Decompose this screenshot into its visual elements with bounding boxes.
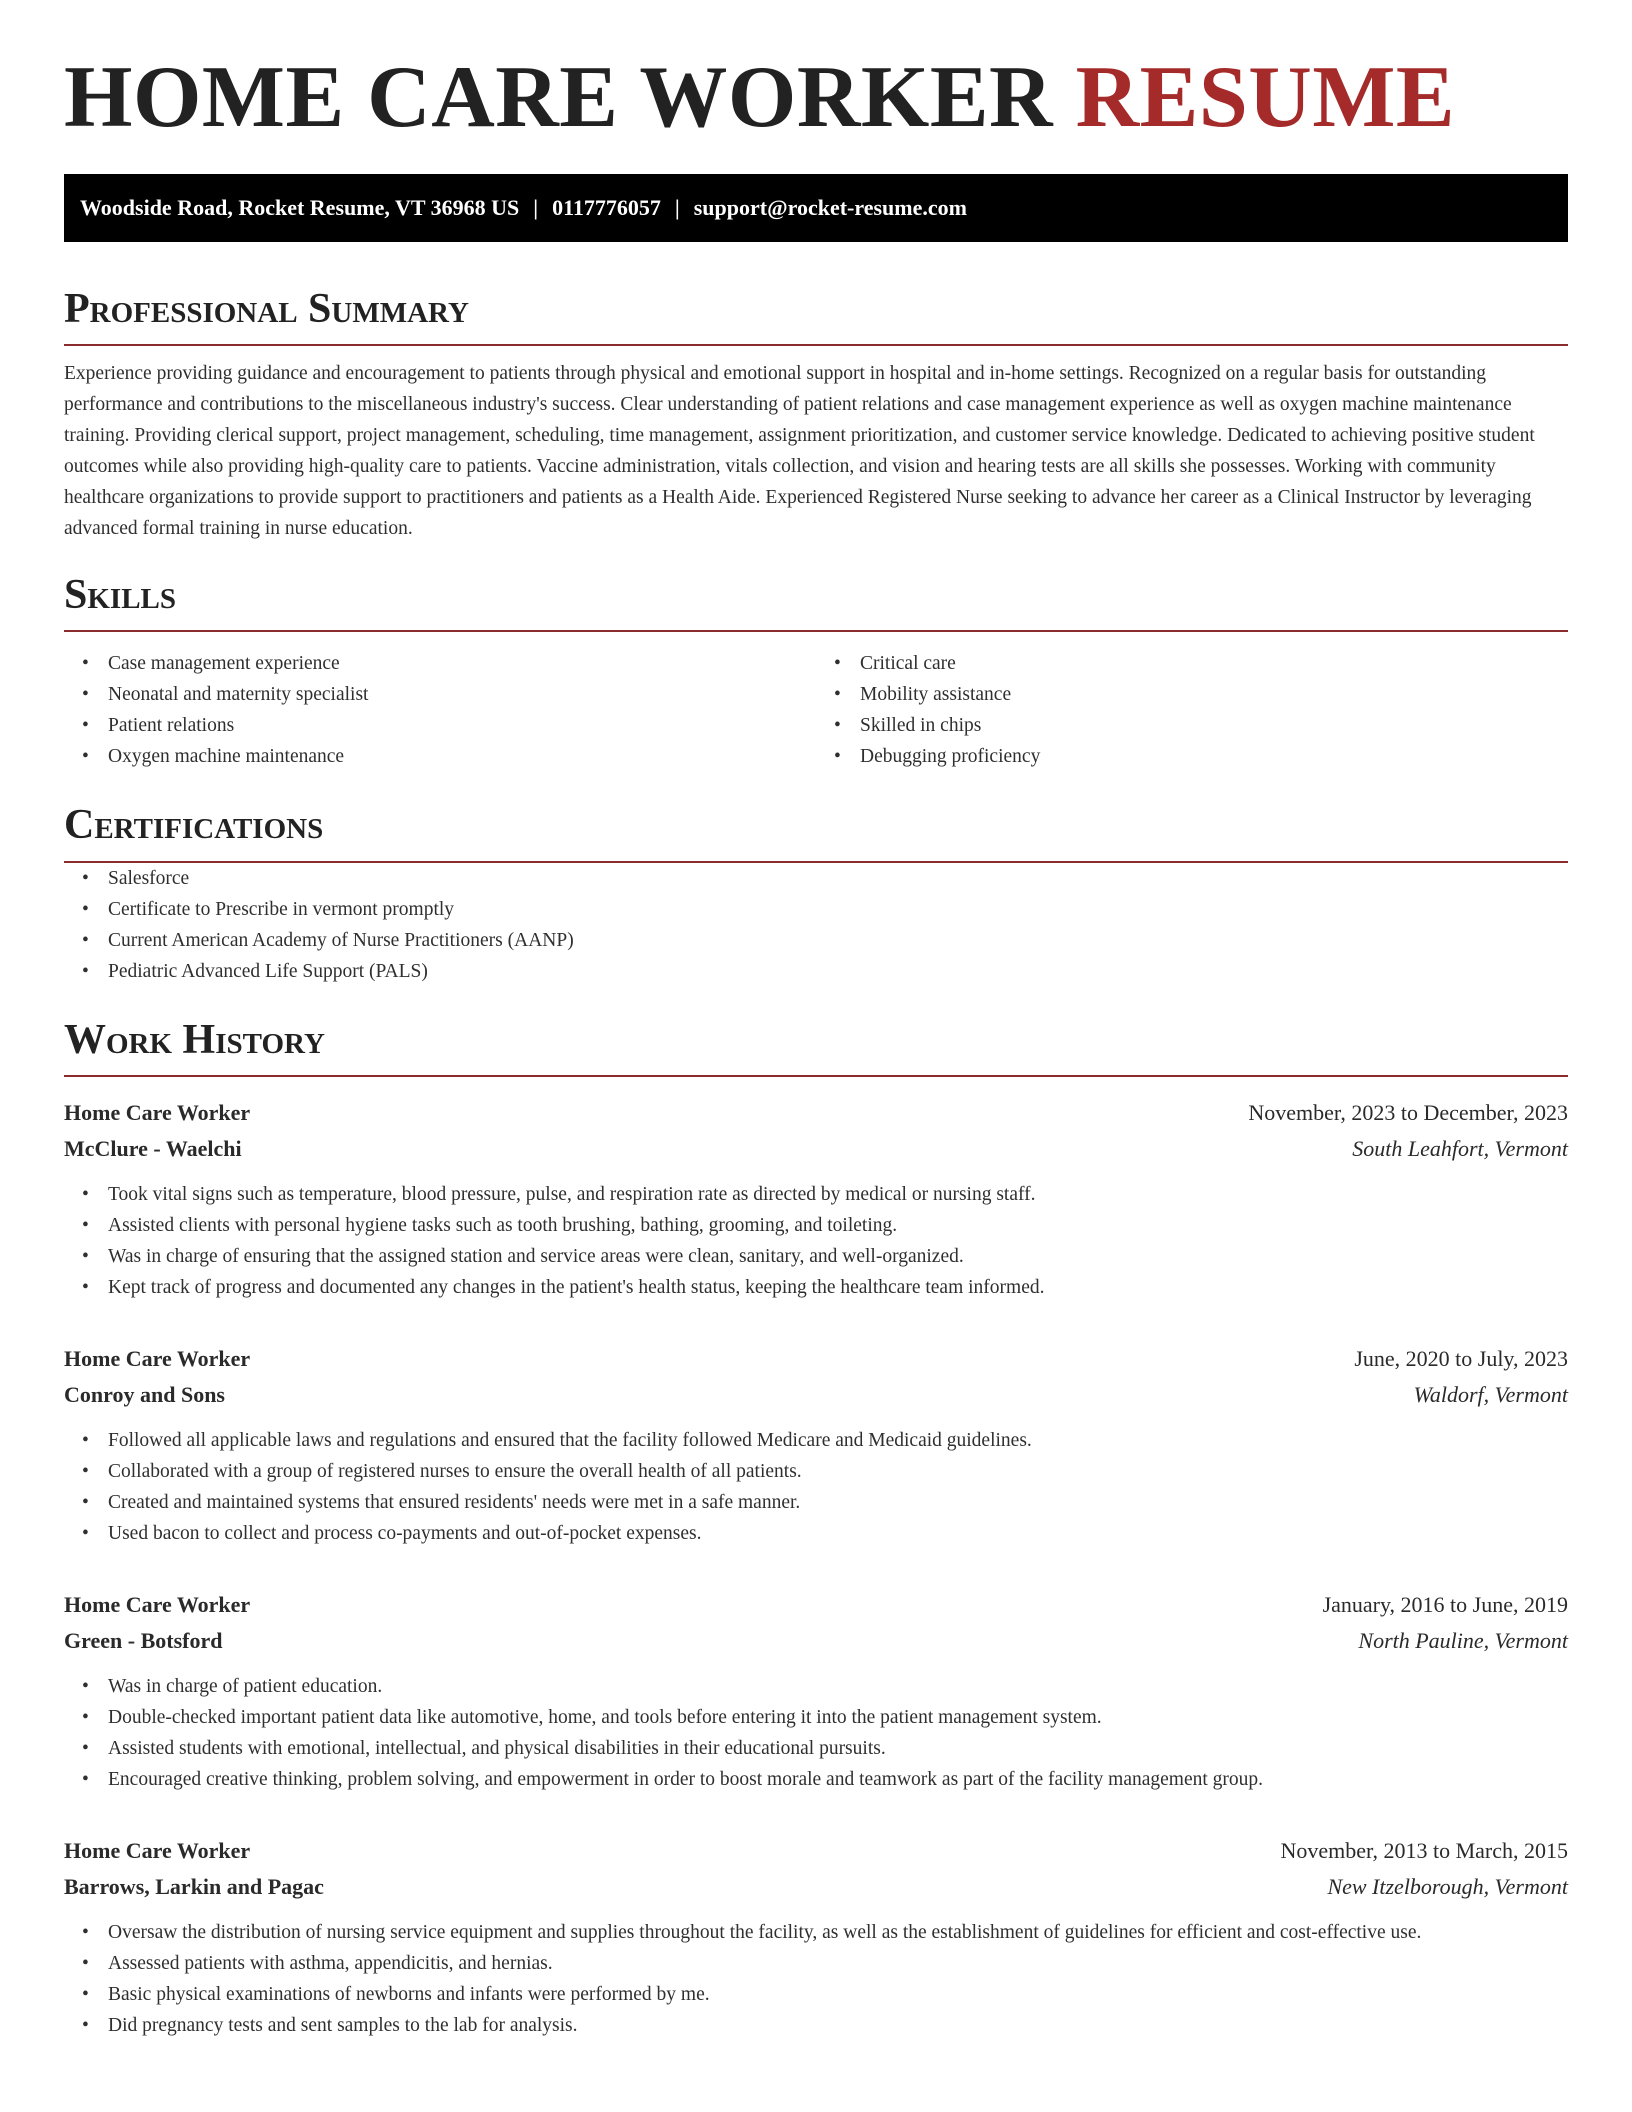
section-heading: Work History	[64, 1017, 1568, 1077]
job-duties-list	[64, 1917, 1568, 2041]
contact-phone: 0117776057	[552, 195, 661, 220]
job-duty-item: • Kept track of progress and documented any changes in the patient's health status, keeping the healthcare team informed.	[108, 1272, 1568, 1303]
job-duty-item: • Assessed patients with asthma, appendicitis, and hernias.	[108, 1948, 1568, 1979]
skill-item: • Critical care	[860, 648, 1568, 679]
job-header-row	[64, 1833, 1568, 1869]
job-company: McClure - Waelchi	[64, 1135, 242, 1161]
certification-item: • Salesforce	[108, 863, 1568, 894]
skill-item: • Skilled in chips	[860, 710, 1568, 741]
summary-text: Experience providing guidance and encouragement to patients through physical and emotional support in hospital and in-home settings. Recognized on a regular basis for outstanding performance and contributions to the miscellaneous industry's success. Clear understanding of patient relations and case management experience as well as oxygen machine maintenance training. Providing clerical support, project management, scheduling, time management, assignment prioritization, and customer service knowledge. Dedicated to achieving positive student outcomes while also providing high-quality care to patients. Vaccine administration, vitals collection, and vision and hearing tests are all skills she possesses. Working with community healthcare organizations to provide support to practitioners and patients as a Health Aide. Experienced Registered Nurse seeking to advance her career as a Clinical Instructor by leveraging advanced formal training in nurse education.	[64, 363, 1535, 540]
job-company-row	[64, 1869, 1568, 1905]
job-location: New Itzelborough, Vermont	[1327, 1873, 1568, 1899]
job-header-row	[64, 1341, 1568, 1377]
certifications-list	[64, 863, 1568, 987]
job-duty-item: • Collaborated with a group of registered nurses to ensure the overall health of all patients.	[108, 1456, 1568, 1487]
professional-summary-section	[64, 286, 1568, 544]
job-duty-item: • Took vital signs such as temperature, blood pressure, pulse, and respiration rate as directed by medical or nursing staff.	[108, 1179, 1568, 1210]
job-duty-item: • Was in charge of ensuring that the assigned station and service areas were clean, sanitary, and well-organized.	[108, 1241, 1568, 1272]
job-dates: January, 2016 to June, 2019	[1322, 1591, 1568, 1617]
certification-item: • Certificate to Prescribe in vermont promptly	[108, 894, 1568, 925]
job-duty-item: • Did pregnancy tests and sent samples to the lab for analysis.	[108, 2010, 1568, 2041]
job-company-row	[64, 1623, 1568, 1659]
certifications-section	[64, 802, 1568, 986]
job-location: Waldorf, Vermont	[1413, 1381, 1568, 1407]
job-title: Home Care Worker	[64, 1099, 251, 1125]
job-duty-item: • Basic physical examinations of newborns and infants were performed by me.	[108, 1979, 1568, 2010]
job-company: Conroy and Sons	[64, 1381, 225, 1407]
job-duty-item: • Oversaw the distribution of nursing service equipment and supplies throughout the facility, as well as the establishment of guidelines for efficient and cost-effective use.	[108, 1917, 1568, 1948]
skills-columns	[64, 648, 1568, 772]
skills-section	[64, 572, 1568, 772]
skills-list-right	[816, 648, 1568, 772]
job-duty-item: • Used bacon to collect and process co-payments and out-of-pocket expenses.	[108, 1518, 1568, 1549]
contact-email: support@rocket-resume.com	[693, 195, 967, 220]
certification-item: • Pediatric Advanced Life Support (PALS)	[108, 956, 1568, 987]
contact-address: Woodside Road, Rocket Resume, VT 36968 US	[80, 195, 520, 220]
job-company: Green - Botsford	[64, 1627, 223, 1653]
job-duty-item: • Assisted students with emotional, intellectual, and physical disabilities in their educational pursuits.	[108, 1733, 1568, 1764]
job-title: Home Care Worker	[64, 1345, 251, 1371]
job-entry	[64, 1095, 1568, 1303]
job-duty-item: • Was in charge of patient education.	[108, 1671, 1568, 1702]
job-duty-item: • Created and maintained systems that ensured residents' needs were met in a safe manner.	[108, 1487, 1568, 1518]
job-entry	[64, 1833, 1568, 2041]
job-duty-item: • Encouraged creative thinking, problem solving, and empowerment in order to boost morale and teamwork as part of the facility management group.	[108, 1764, 1568, 1795]
job-duty-item: • Followed all applicable laws and regulations and ensured that the facility followed Medicare and Medicaid guidelines.	[108, 1425, 1568, 1456]
skill-item: • Patient relations	[108, 710, 816, 741]
job-company-row	[64, 1131, 1568, 1167]
title-main: HOME CARE WORKER	[64, 49, 1054, 146]
job-entry	[64, 1587, 1568, 1795]
job-entry	[64, 1341, 1568, 1549]
section-heading: Skills	[64, 572, 1568, 632]
resume-title	[64, 49, 1568, 152]
job-duty-item: • Assisted clients with personal hygiene tasks such as tooth brushing, bathing, grooming, and toileting.	[108, 1210, 1568, 1241]
section-heading: Certifications	[64, 802, 1568, 862]
skill-item: • Oxygen machine maintenance	[108, 741, 816, 772]
job-title: Home Care Worker	[64, 1837, 251, 1863]
contact-separator: |	[533, 195, 539, 220]
skill-item: • Debugging proficiency	[860, 741, 1568, 772]
job-title: Home Care Worker	[64, 1591, 251, 1617]
job-dates: June, 2020 to July, 2023	[1354, 1345, 1568, 1371]
job-location: North Pauline, Vermont	[1358, 1627, 1568, 1653]
skill-item: • Neonatal and maternity specialist	[108, 679, 816, 710]
job-company: Barrows, Larkin and Pagac	[64, 1873, 324, 1899]
skill-item: • Mobility assistance	[860, 679, 1568, 710]
skills-list-left	[64, 648, 816, 772]
job-duties-list	[64, 1179, 1568, 1303]
section-heading: Professional Summary	[64, 286, 1568, 346]
job-dates: November, 2013 to March, 2015	[1280, 1837, 1568, 1863]
job-header-row	[64, 1587, 1568, 1623]
work-history-section	[64, 1017, 1568, 2041]
job-duty-item: • Double-checked important patient data like automotive, home, and tools before entering it into the patient management system.	[108, 1702, 1568, 1733]
skill-item: • Case management experience	[108, 648, 816, 679]
job-location: South Leahfort, Vermont	[1352, 1135, 1568, 1161]
job-header-row	[64, 1095, 1568, 1131]
certification-item: • Current American Academy of Nurse Practitioners (AANP)	[108, 925, 1568, 956]
job-dates: November, 2023 to December, 2023	[1248, 1099, 1568, 1125]
contact-separator: |	[674, 195, 680, 220]
job-duties-list	[64, 1425, 1568, 1549]
contact-bar	[64, 174, 1568, 242]
title-accent: RESUME	[1075, 49, 1456, 146]
jobs-list	[64, 1095, 1568, 2041]
job-duties-list	[64, 1671, 1568, 1795]
job-company-row	[64, 1377, 1568, 1413]
